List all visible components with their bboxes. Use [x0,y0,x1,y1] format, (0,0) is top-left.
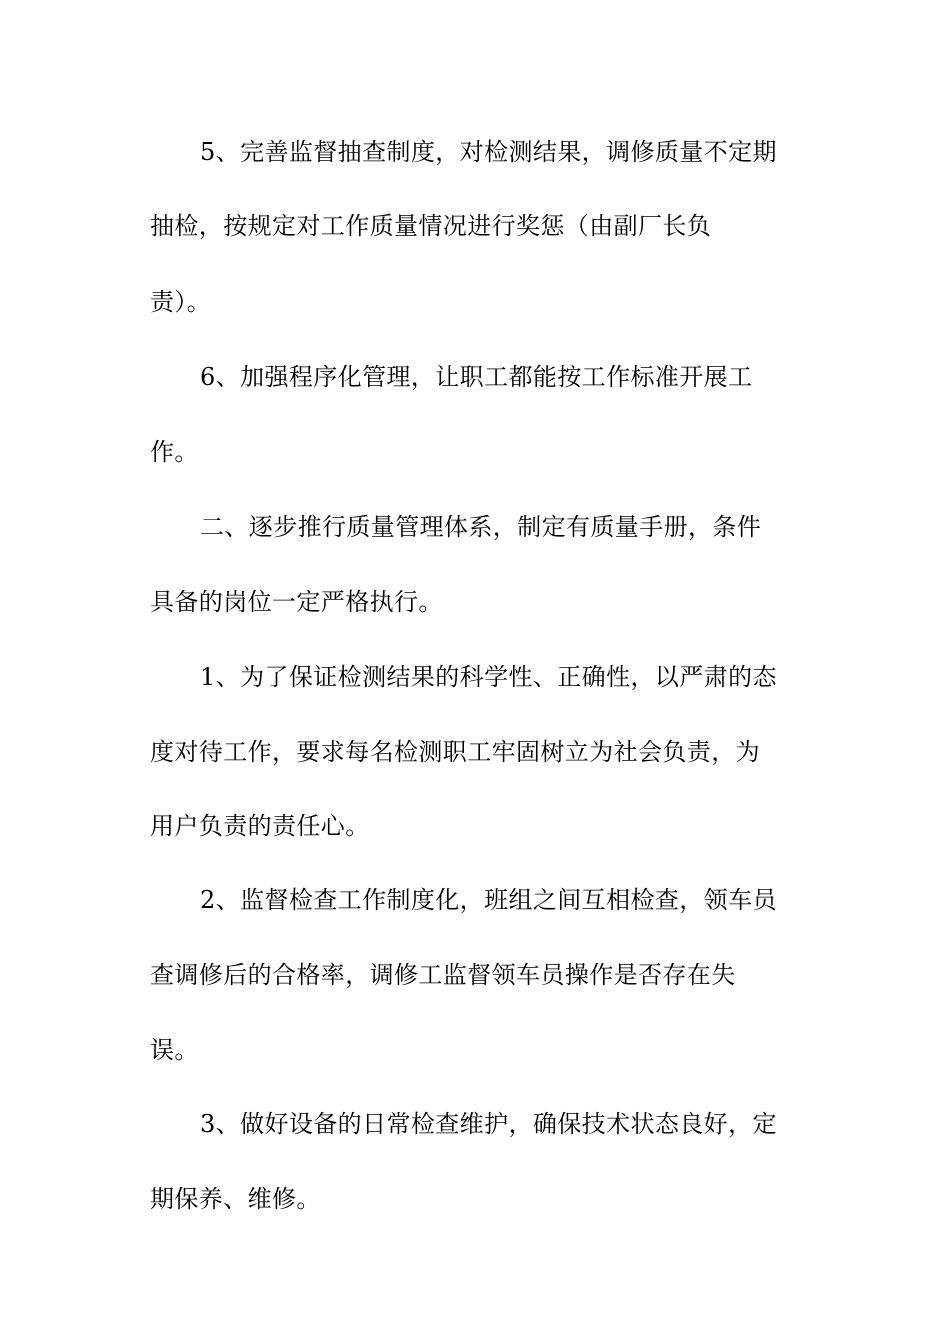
section-heading-line: 二、逐步推行质量管理体系，制定有质量手册，条件 [200,513,762,541]
paragraph-line: 抽检，按规定对工作质量情况进行奖惩（由副厂长负 [150,212,712,240]
paragraph-line: 用户负责的责任心。 [150,812,370,840]
paragraph-line: 3、做好设备的日常检查维护，确保技术状态良好，定 [200,1110,777,1138]
paragraph-line: 查调修后的合格率，调修工监督领车员操作是否存在失 [150,961,736,989]
paragraph-line: 1、为了保证检测结果的科学性、正确性，以严肃的态 [200,663,777,691]
paragraph-line: 度对待工作，要求每名检测职工牢固树立为社会负责，为 [150,738,760,766]
paragraph-line: 6、加强程序化管理，让职工都能按工作标准开展工 [200,363,753,391]
paragraph-line: 2、监督检查工作制度化，班组之间互相检查，领车员 [200,886,777,914]
paragraph-line: 期保养、维修。 [150,1185,321,1213]
paragraph-line: 作。 [150,438,199,466]
section-heading-line: 具备的岗位一定严格执行。 [150,588,443,616]
paragraph-line: 5、完善监督抽查制度，对检测结果，调修质量不定期 [200,138,777,166]
paragraph-line: 误。 [150,1036,199,1064]
paragraph-line: 责）。 [150,288,212,316]
